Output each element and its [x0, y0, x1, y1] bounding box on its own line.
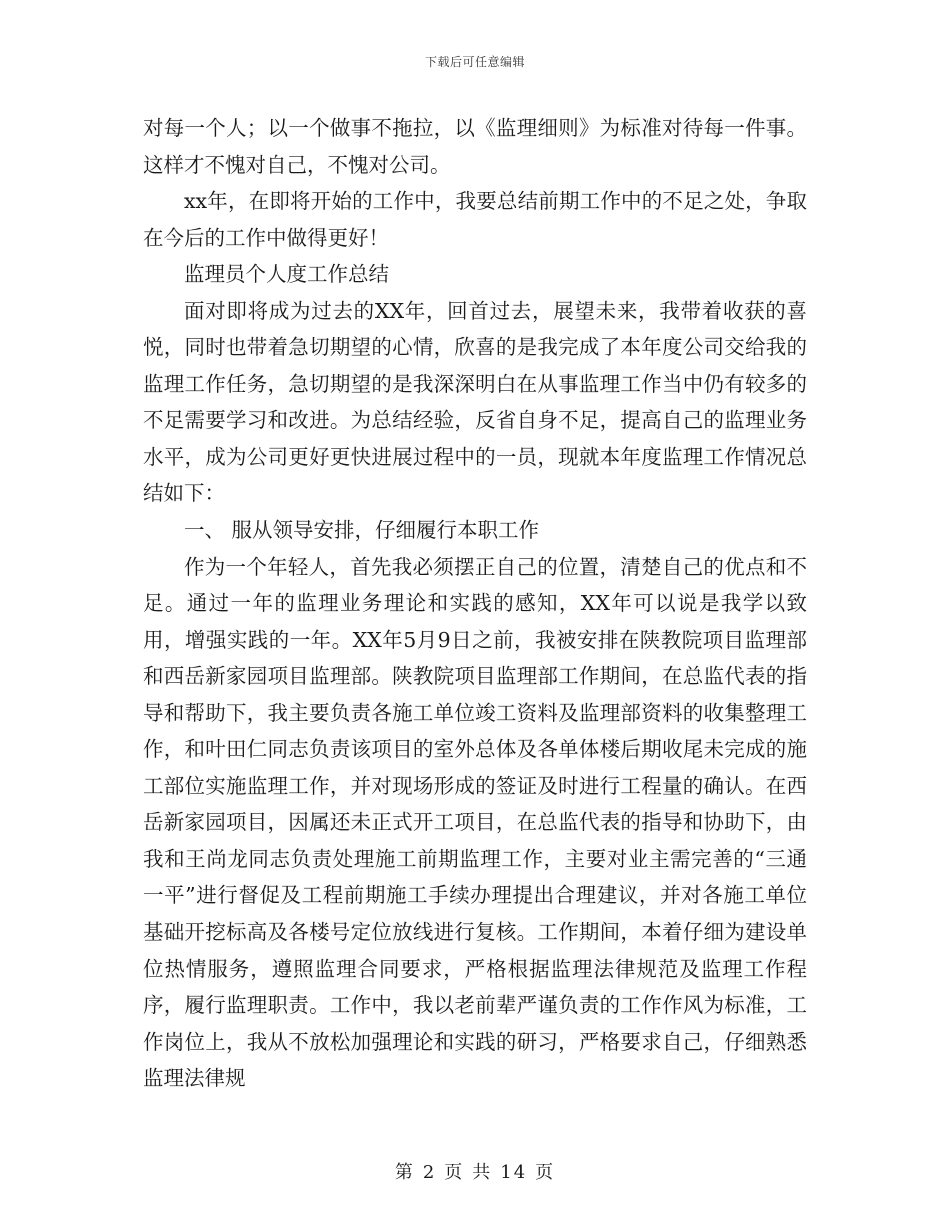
page-footer [0, 1158, 950, 1184]
page-label-mid: 页 [444, 1162, 465, 1183]
page-label-prefix: 第 [394, 1162, 415, 1183]
paragraph: xx年，在即将开始的工作中，我要总结前期工作中的不足之处，争取在今后的工作中做得更好！ [143, 189, 807, 250]
total-label: 共 [472, 1162, 493, 1183]
page-header: 下载后可任意编辑 [424, 55, 525, 69]
paragraph: 对每一个人；以一个做事不拖拉，以《监理细则》为标准对待每一件事。这样才不愧对自己，不愧对公司。 [143, 116, 807, 177]
document-body [143, 110, 807, 1097]
paragraph: 面对即将成为过去的XX年，回首过去，展望未来，我带着收获的喜悦，同时也带着急切期望的心情，欣喜的是我完成了本年度公司交给我的监理工作任务，急切期望的是我深深明白在从事监理工作当中仍有较多的不足需要学习和改进。为总结经验，反省自身不足，提高自己的监理业务水平，成为公司更好更快进展过程中的一员，现就本年度监理工作情况总结如下： [143, 298, 807, 506]
section-heading: 一、 服从领导安排，仔细履行本职工作 [184, 518, 540, 543]
section-title: 监理员个人度工作总结 [184, 262, 389, 287]
total-pages-number: 14 [500, 1162, 528, 1183]
paragraph: 作为一个年轻人，首先我必须摆正自己的位置，清楚自己的优点和不足。通过一年的监理业务理论和实践的感知，XX年可以说是我学以致用，增强实践的一年。XX年5月9日之前，我被安排在陕教院项目监理部和西岳新家园项目监理部。陕教院项目监理部工作期间，在总监代表的指导和帮助下，我主要负责各施工单位竣工资料及监理部资料的收集整理工作，和叶田仁同志负责该项目的室外总体及各单体楼后期收尾未完成的施工部位实施监理工作，并对现场形成的签证及时进行工程量的确认。在西岳新家园项目，因属还未正式开工项目，在总监代表的指导和协助下，由我和王尚龙同志负责处理施工前期监理工作，主要对业主需完善的“三通一平”进行督促及工程前期施工手续办理提出合理建议，并对各施工单位基础开挖标高及各楼号定位放线进行复核。工作期间，本着仔细为建设单位热情服务，遵照监理合同要求，严格根据监理法律规范及监理工作程序，履行监理职责。工作中，我以老前辈严谨负责的工作作风为标准，工作岗位上，我从不放松加强理论和实践的研习，严格要求自己，仔细熟悉监理法律规 [143, 554, 807, 1091]
page-label-suffix: 页 [535, 1162, 556, 1183]
current-page-number: 2 [422, 1162, 437, 1183]
